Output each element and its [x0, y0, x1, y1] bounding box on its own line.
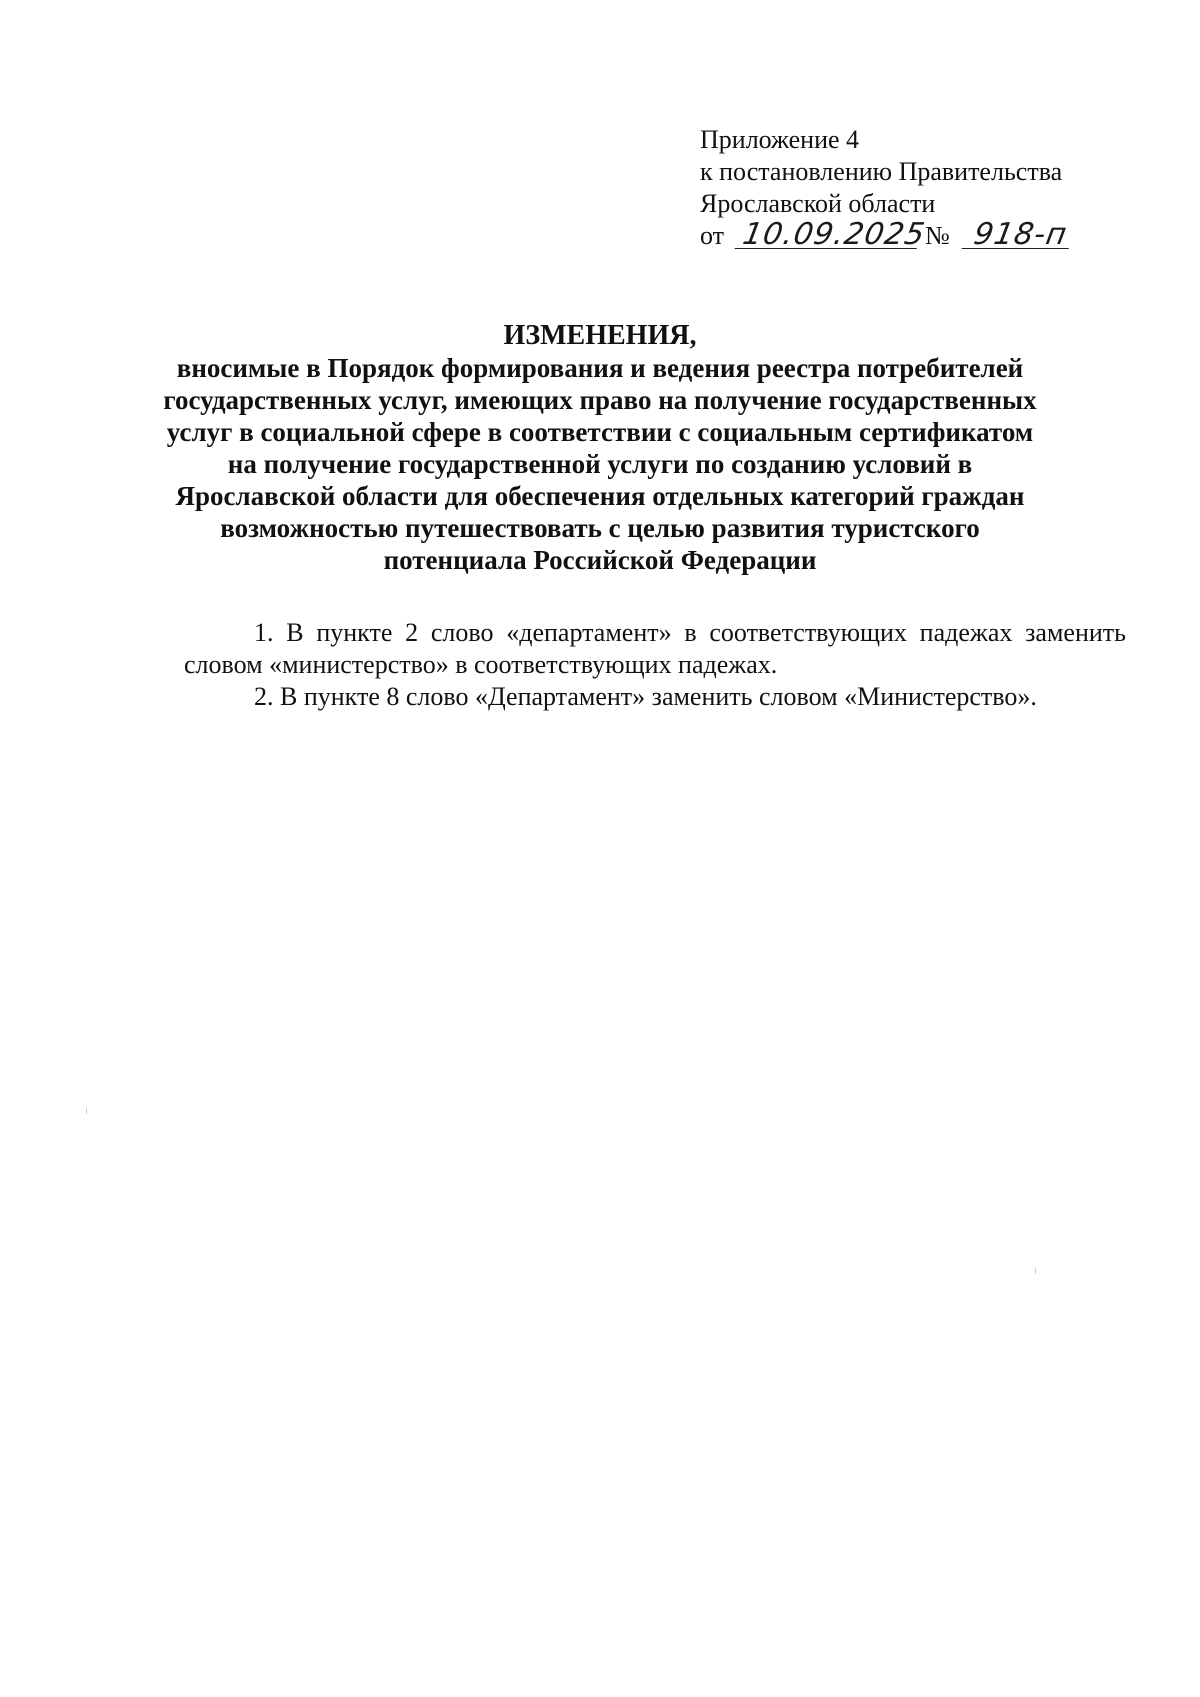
appendix-line-1: Приложение 4	[700, 125, 860, 154]
scan-artifact	[1035, 1268, 1036, 1274]
scan-artifact	[86, 1108, 87, 1114]
title-line-4: на получение государственной услуги по созданию условий в	[227, 449, 973, 479]
title-line-2: государственных услуг, имеющих право на получение государственных	[163, 385, 1037, 415]
title-line-3: услуг в социальной сфере в соответствии с социальным сертификатом	[166, 417, 1034, 447]
item-2: 2. В пункте 8 слово «Департамент» заменить словом «Министерство».	[254, 682, 1037, 711]
title-line-5: Ярославской области для обеспечения отдельных категорий граждан	[175, 481, 1025, 511]
appendix-line-3: Ярославской области	[700, 189, 936, 218]
document-title	[160, 320, 1040, 576]
handwritten-number: 918-п	[962, 222, 1073, 249]
appendix-block	[700, 124, 1160, 252]
title-line-6: возможностью путешествовать с целью развития туристского	[220, 513, 980, 543]
title-heading: ИЗМЕНЕНИЯ,	[503, 320, 697, 351]
appendix-date-number-line	[700, 217, 1160, 252]
document-body	[184, 617, 1126, 713]
appendix-line-2: к постановлению Правительства	[700, 157, 1063, 186]
from-label: от	[700, 221, 725, 250]
item-1: 1. В пункте 2 слово «департамент» в соответствующих падежах заменить словом «министерство» в соответствующих падежах.	[184, 618, 1126, 679]
handwritten-date: 10.09.2025	[734, 222, 921, 249]
number-label: №	[925, 221, 950, 250]
title-line-7: потенциала Российской Федерации	[383, 545, 817, 575]
title-line-1: вносимые в Порядок формирования и ведения реестра потребителей	[176, 353, 1024, 383]
